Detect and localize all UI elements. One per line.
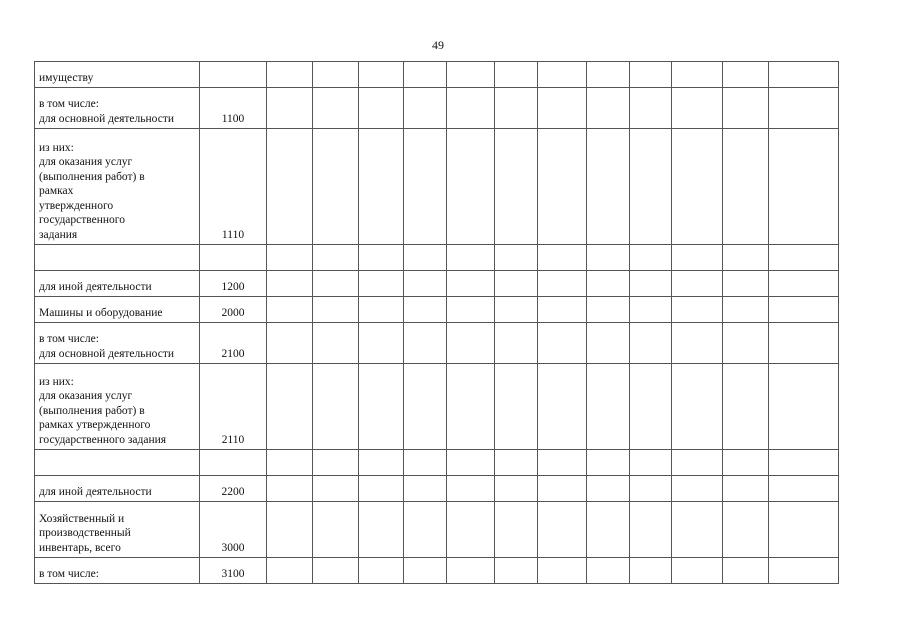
value-cell [447, 88, 495, 129]
value-cell [313, 297, 359, 323]
value-cell [672, 62, 723, 88]
value-cell [630, 323, 672, 364]
value-cell [447, 450, 495, 476]
value-cell [447, 476, 495, 502]
table-row [35, 297, 839, 323]
row-code-cell [200, 245, 267, 271]
table-row [35, 364, 839, 450]
value-cell [267, 502, 313, 558]
value-cell [723, 502, 769, 558]
row-label-cell: в том числе: для основной деятельности [35, 88, 200, 129]
value-cell [630, 558, 672, 584]
value-cell [538, 323, 587, 364]
value-cell [769, 450, 839, 476]
value-cell [359, 476, 404, 502]
value-cell [587, 271, 630, 297]
row-label-cell [35, 245, 200, 271]
row-label-cell: Хозяйственный и производственный инвентарь, всего [35, 502, 200, 558]
value-cell [404, 450, 447, 476]
value-cell [672, 502, 723, 558]
table-row [35, 558, 839, 584]
value-cell [672, 271, 723, 297]
value-cell [495, 502, 538, 558]
value-cell [267, 271, 313, 297]
value-cell [587, 62, 630, 88]
value-cell [495, 129, 538, 245]
value-cell [313, 88, 359, 129]
value-cell [267, 297, 313, 323]
row-code-cell: 2100 [200, 323, 267, 364]
table-row [35, 502, 839, 558]
value-cell [587, 323, 630, 364]
row-label-cell: имуществу [35, 62, 200, 88]
value-cell [723, 450, 769, 476]
value-cell [495, 271, 538, 297]
value-cell [313, 271, 359, 297]
value-cell [630, 502, 672, 558]
value-cell [538, 364, 587, 450]
value-cell [404, 502, 447, 558]
value-cell [313, 245, 359, 271]
value-cell [630, 297, 672, 323]
value-cell [359, 364, 404, 450]
value-cell [630, 476, 672, 502]
value-cell [495, 245, 538, 271]
value-cell [267, 245, 313, 271]
value-cell [313, 323, 359, 364]
value-cell [404, 364, 447, 450]
value-cell [587, 88, 630, 129]
value-cell [769, 297, 839, 323]
value-cell [404, 323, 447, 364]
value-cell [723, 323, 769, 364]
table-row [35, 88, 839, 129]
row-code-cell: 3100 [200, 558, 267, 584]
row-code-cell: 3000 [200, 502, 267, 558]
value-cell [630, 271, 672, 297]
value-cell [495, 88, 538, 129]
row-label-cell: из них: для оказания услуг (выполнения работ) в рамках утвержденного государственного задания [35, 364, 200, 450]
value-cell [672, 476, 723, 502]
value-cell [672, 558, 723, 584]
row-label-cell [35, 450, 200, 476]
value-cell [447, 62, 495, 88]
value-cell [630, 88, 672, 129]
value-cell [359, 502, 404, 558]
value-cell [723, 88, 769, 129]
value-cell [769, 323, 839, 364]
value-cell [672, 129, 723, 245]
row-code-cell: 2200 [200, 476, 267, 502]
row-label-cell: в том числе: [35, 558, 200, 584]
table-row [35, 450, 839, 476]
value-cell [723, 129, 769, 245]
value-cell [267, 476, 313, 502]
row-code-cell: 1100 [200, 88, 267, 129]
value-cell [495, 364, 538, 450]
row-code-cell: 2000 [200, 297, 267, 323]
value-cell [769, 129, 839, 245]
row-label-cell: для иной деятельности [35, 476, 200, 502]
value-cell [267, 129, 313, 245]
value-cell [404, 129, 447, 245]
value-cell [769, 88, 839, 129]
row-code-cell: 1110 [200, 129, 267, 245]
value-cell [672, 245, 723, 271]
value-cell [359, 323, 404, 364]
value-cell [447, 129, 495, 245]
value-cell [359, 245, 404, 271]
value-cell [723, 476, 769, 502]
value-cell [359, 450, 404, 476]
value-cell [538, 476, 587, 502]
value-cell [769, 558, 839, 584]
value-cell [769, 364, 839, 450]
value-cell [313, 476, 359, 502]
value-cell [630, 450, 672, 476]
value-cell [267, 450, 313, 476]
value-cell [538, 558, 587, 584]
value-cell [587, 558, 630, 584]
value-cell [404, 88, 447, 129]
value-cell [495, 297, 538, 323]
row-code-cell [200, 450, 267, 476]
table-row [35, 323, 839, 364]
value-cell [313, 502, 359, 558]
value-cell [769, 502, 839, 558]
table-row [35, 62, 839, 88]
table-body [35, 62, 839, 584]
value-cell [447, 364, 495, 450]
report-table [34, 61, 839, 584]
value-cell [447, 297, 495, 323]
value-cell [630, 364, 672, 450]
value-cell [672, 364, 723, 450]
table-row [35, 245, 839, 271]
row-label-cell: Машины и оборудование [35, 297, 200, 323]
row-label-cell: из них: для оказания услуг (выполнения работ) в рамках утвержденного государственного задания [35, 129, 200, 245]
value-cell [587, 297, 630, 323]
value-cell [267, 558, 313, 584]
row-code-cell: 1200 [200, 271, 267, 297]
page-number: 49 [432, 38, 444, 52]
value-cell [723, 245, 769, 271]
value-cell [495, 450, 538, 476]
value-cell [538, 297, 587, 323]
value-cell [359, 129, 404, 245]
value-cell [404, 62, 447, 88]
value-cell [587, 129, 630, 245]
value-cell [538, 62, 587, 88]
value-cell [313, 558, 359, 584]
value-cell [495, 323, 538, 364]
row-label-cell: в том числе: для основной деятельности [35, 323, 200, 364]
value-cell [672, 323, 723, 364]
value-cell [267, 364, 313, 450]
value-cell [404, 297, 447, 323]
value-cell [769, 245, 839, 271]
value-cell [495, 476, 538, 502]
value-cell [404, 271, 447, 297]
value-cell [672, 88, 723, 129]
table-row [35, 476, 839, 502]
value-cell [672, 450, 723, 476]
value-cell [495, 62, 538, 88]
value-cell [723, 271, 769, 297]
value-cell [359, 558, 404, 584]
value-cell [267, 323, 313, 364]
value-cell [447, 558, 495, 584]
value-cell [313, 364, 359, 450]
value-cell [447, 245, 495, 271]
value-cell [630, 129, 672, 245]
value-cell [723, 297, 769, 323]
value-cell [587, 476, 630, 502]
value-cell [587, 364, 630, 450]
value-cell [313, 62, 359, 88]
value-cell [723, 364, 769, 450]
value-cell [630, 62, 672, 88]
value-cell [538, 450, 587, 476]
value-cell [447, 323, 495, 364]
value-cell [538, 129, 587, 245]
row-label-cell: для иной деятельности [35, 271, 200, 297]
value-cell [404, 245, 447, 271]
value-cell [359, 297, 404, 323]
value-cell [359, 88, 404, 129]
value-cell [404, 558, 447, 584]
value-cell [538, 88, 587, 129]
value-cell [587, 450, 630, 476]
value-cell [359, 271, 404, 297]
value-cell [359, 62, 404, 88]
value-cell [404, 476, 447, 502]
value-cell [313, 129, 359, 245]
value-cell [587, 502, 630, 558]
table-row [35, 129, 839, 245]
value-cell [538, 271, 587, 297]
value-cell [723, 62, 769, 88]
value-cell [769, 271, 839, 297]
value-cell [495, 558, 538, 584]
value-cell [672, 297, 723, 323]
value-cell [538, 502, 587, 558]
value-cell [447, 271, 495, 297]
value-cell [723, 558, 769, 584]
value-cell [267, 62, 313, 88]
value-cell [267, 88, 313, 129]
row-code-cell: 2110 [200, 364, 267, 450]
value-cell [769, 62, 839, 88]
value-cell [447, 502, 495, 558]
value-cell [313, 450, 359, 476]
value-cell [630, 245, 672, 271]
row-code-cell [200, 62, 267, 88]
table-row [35, 271, 839, 297]
value-cell [769, 476, 839, 502]
value-cell [587, 245, 630, 271]
value-cell [538, 245, 587, 271]
